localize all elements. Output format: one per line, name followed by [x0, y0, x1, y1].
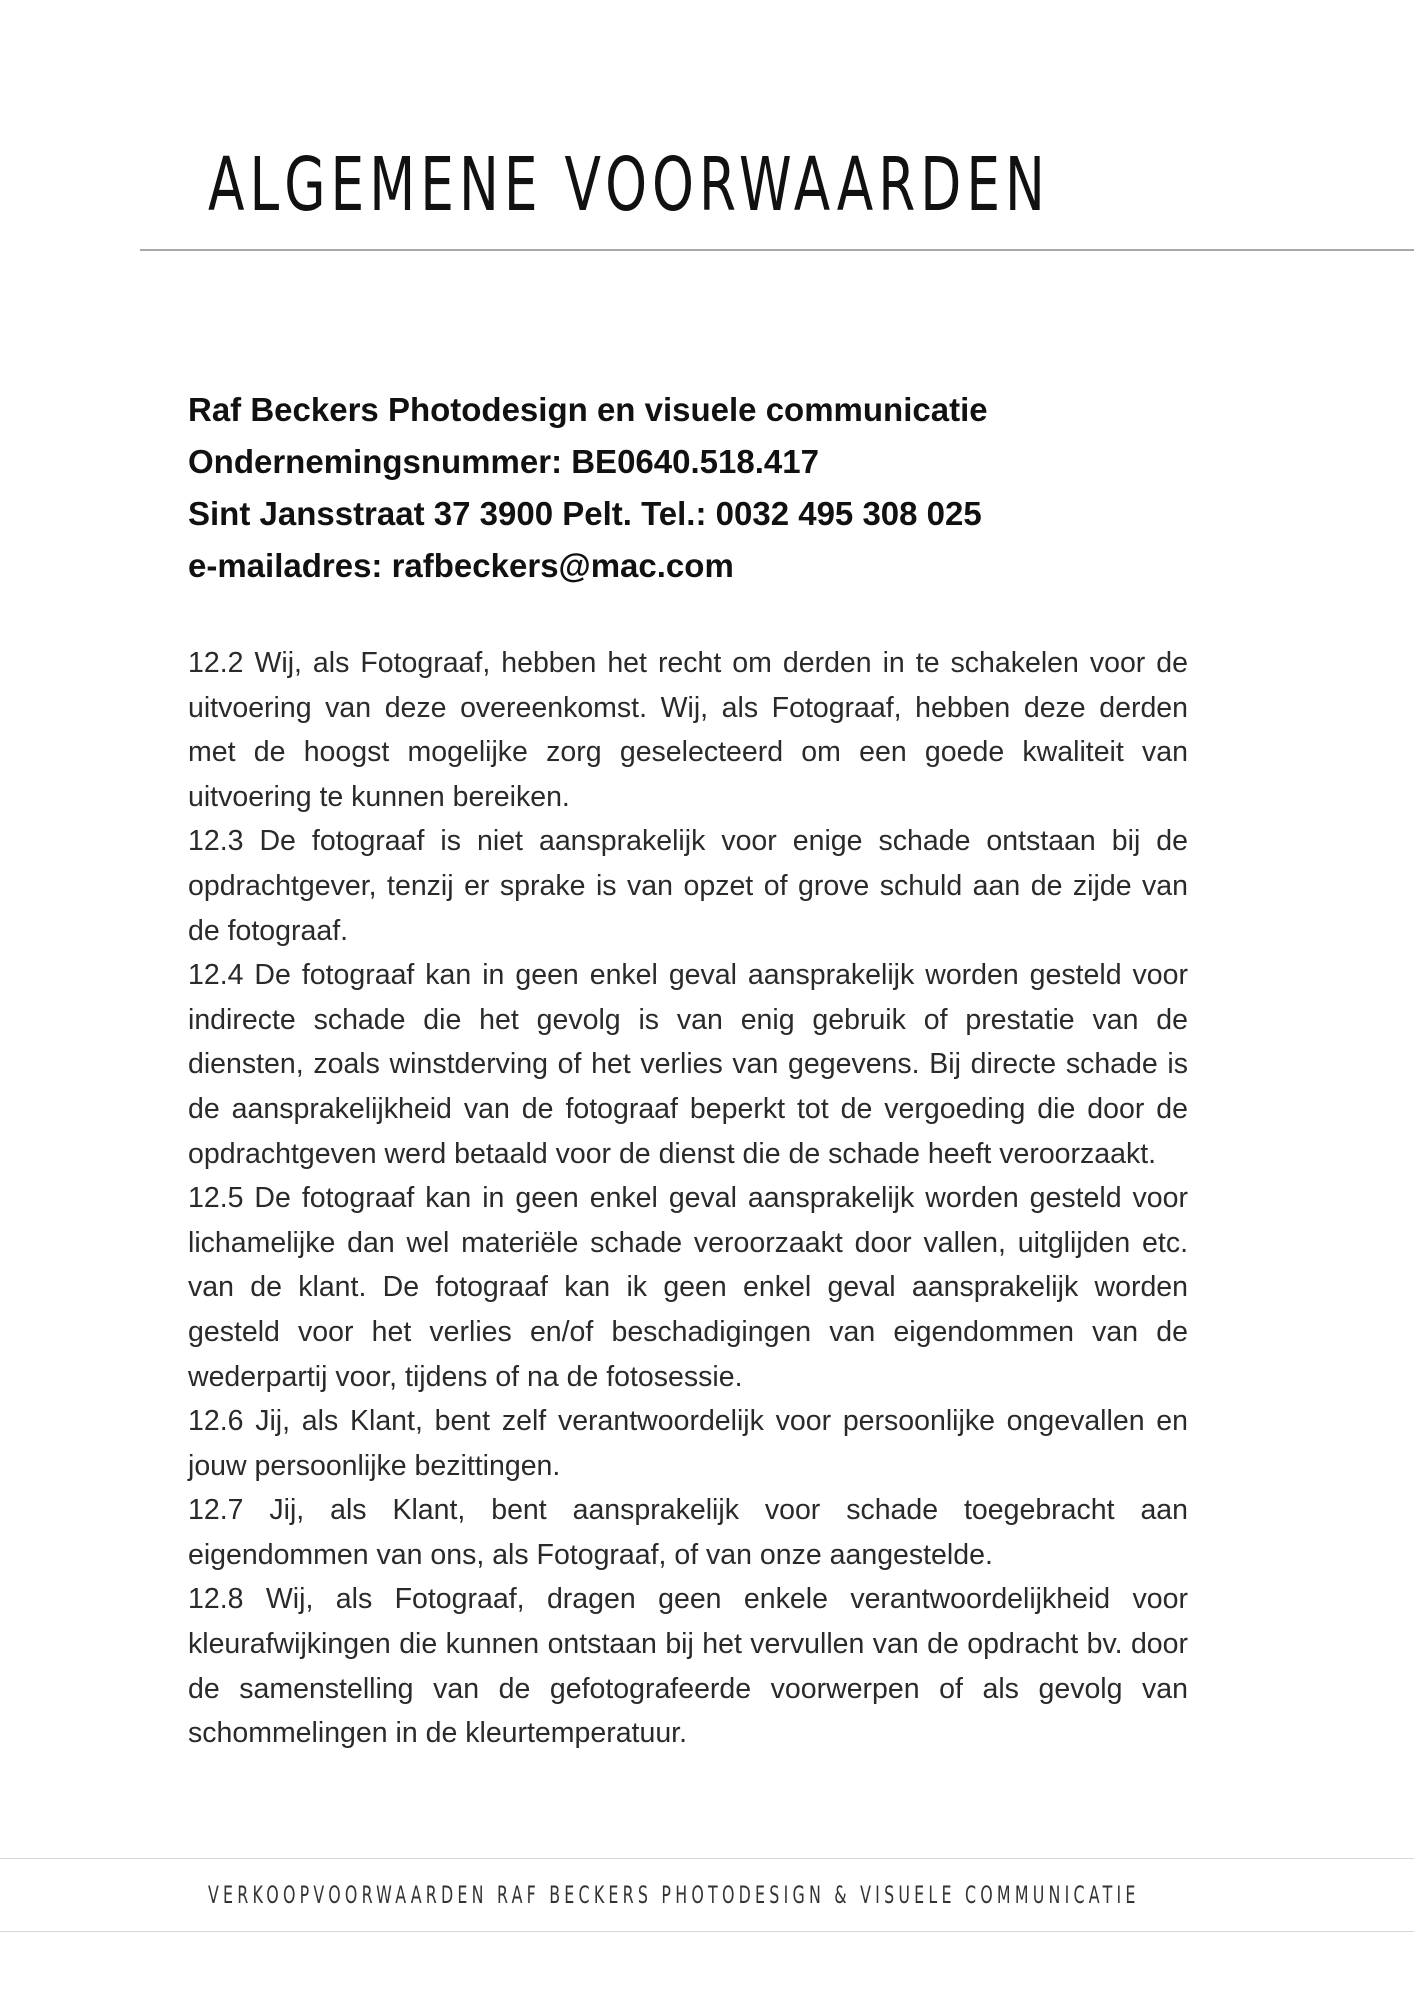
company-registration-number: Ondernemingsnummer: BE0640.518.417 — [188, 443, 819, 480]
terms-body — [188, 641, 1188, 1756]
company-info — [188, 384, 1188, 592]
footer-divider-top — [0, 1858, 1414, 1859]
article-12-3: 12.3 De fotograaf is niet aansprakelijk voor enige schade ontstaan bij de opdrachtgever, tenzij er sprake is van opzet of grove schuld aan de zijde van de fotograaf. — [188, 825, 1188, 947]
company-address-phone: Sint Jansstraat 37 3900 Pelt. Tel.: 0032 495 308 025 — [188, 495, 982, 532]
page-title: ALGEMENE VOORWAARDEN — [208, 142, 1050, 228]
footer-text: VERKOOPVOORWAARDEN RAF BECKERS PHOTODESIGN & VISUELE COMMUNICATIE — [208, 1881, 1140, 1909]
article-12-4: 12.4 De fotograaf kan in geen enkel geval aansprakelijk worden gesteld voor indirecte schade die het gevolg is van enig gebruik of prestatie van de diensten, zoals winstderving of het verlies van gegevens. Bij directe schade is de aansprakelijkheid van de fotograaf beperkt tot de vergoeding die door de opdrachtgeven werd betaald voor de dienst die de schade heeft veroorzaakt. — [188, 959, 1188, 1170]
article-12-7: 12.7 Jij, als Klant, bent aansprakelijk voor schade toegebracht aan eigendommen van ons, als Fotograaf, of van onze aangestelde. — [188, 1494, 1188, 1571]
article-12-5: 12.5 De fotograaf kan in geen enkel geval aansprakelijk worden gesteld voor lichamelijke dan wel materiële schade veroorzaakt door vallen, uitglijden etc. van de klant. De fotograaf kan ik geen enkel geval aansprakelijk worden gesteld voor het verlies en/of beschadigingen van eigendommen van de wederpartij voor, tijdens of na de fotosessie. — [188, 1182, 1188, 1393]
footer-divider-bottom — [0, 1931, 1414, 1932]
title-divider — [140, 249, 1414, 251]
article-12-8: 12.8 Wij, als Fotograaf, dragen geen enkele verantwoordelijkheid voor kleurafwijkingen die kunnen ontstaan bij het vervullen van de opdracht bv. door de samenstelling van de gefotografeerde voorwerpen of als gevolg van schommelingen in de kleurtemperatuur. — [188, 1583, 1188, 1750]
company-email: e-mailadres: rafbeckers@mac.com — [188, 547, 734, 584]
article-12-6: 12.6 Jij, als Klant, bent zelf verantwoordelijk voor persoonlijke ongevallen en jouw persoonlijke bezittingen. — [188, 1405, 1188, 1482]
company-name: Raf Beckers Photodesign en visuele communicatie — [188, 391, 988, 428]
article-12-2: 12.2 Wij, als Fotograaf, hebben het recht om derden in te schakelen voor de uitvoering van deze overeenkomst. Wij, als Fotograaf, hebben deze derden met de hoogst mogelijke zorg geselecteerd om een goede kwaliteit van uitvoering te kunnen bereiken. — [188, 647, 1188, 813]
